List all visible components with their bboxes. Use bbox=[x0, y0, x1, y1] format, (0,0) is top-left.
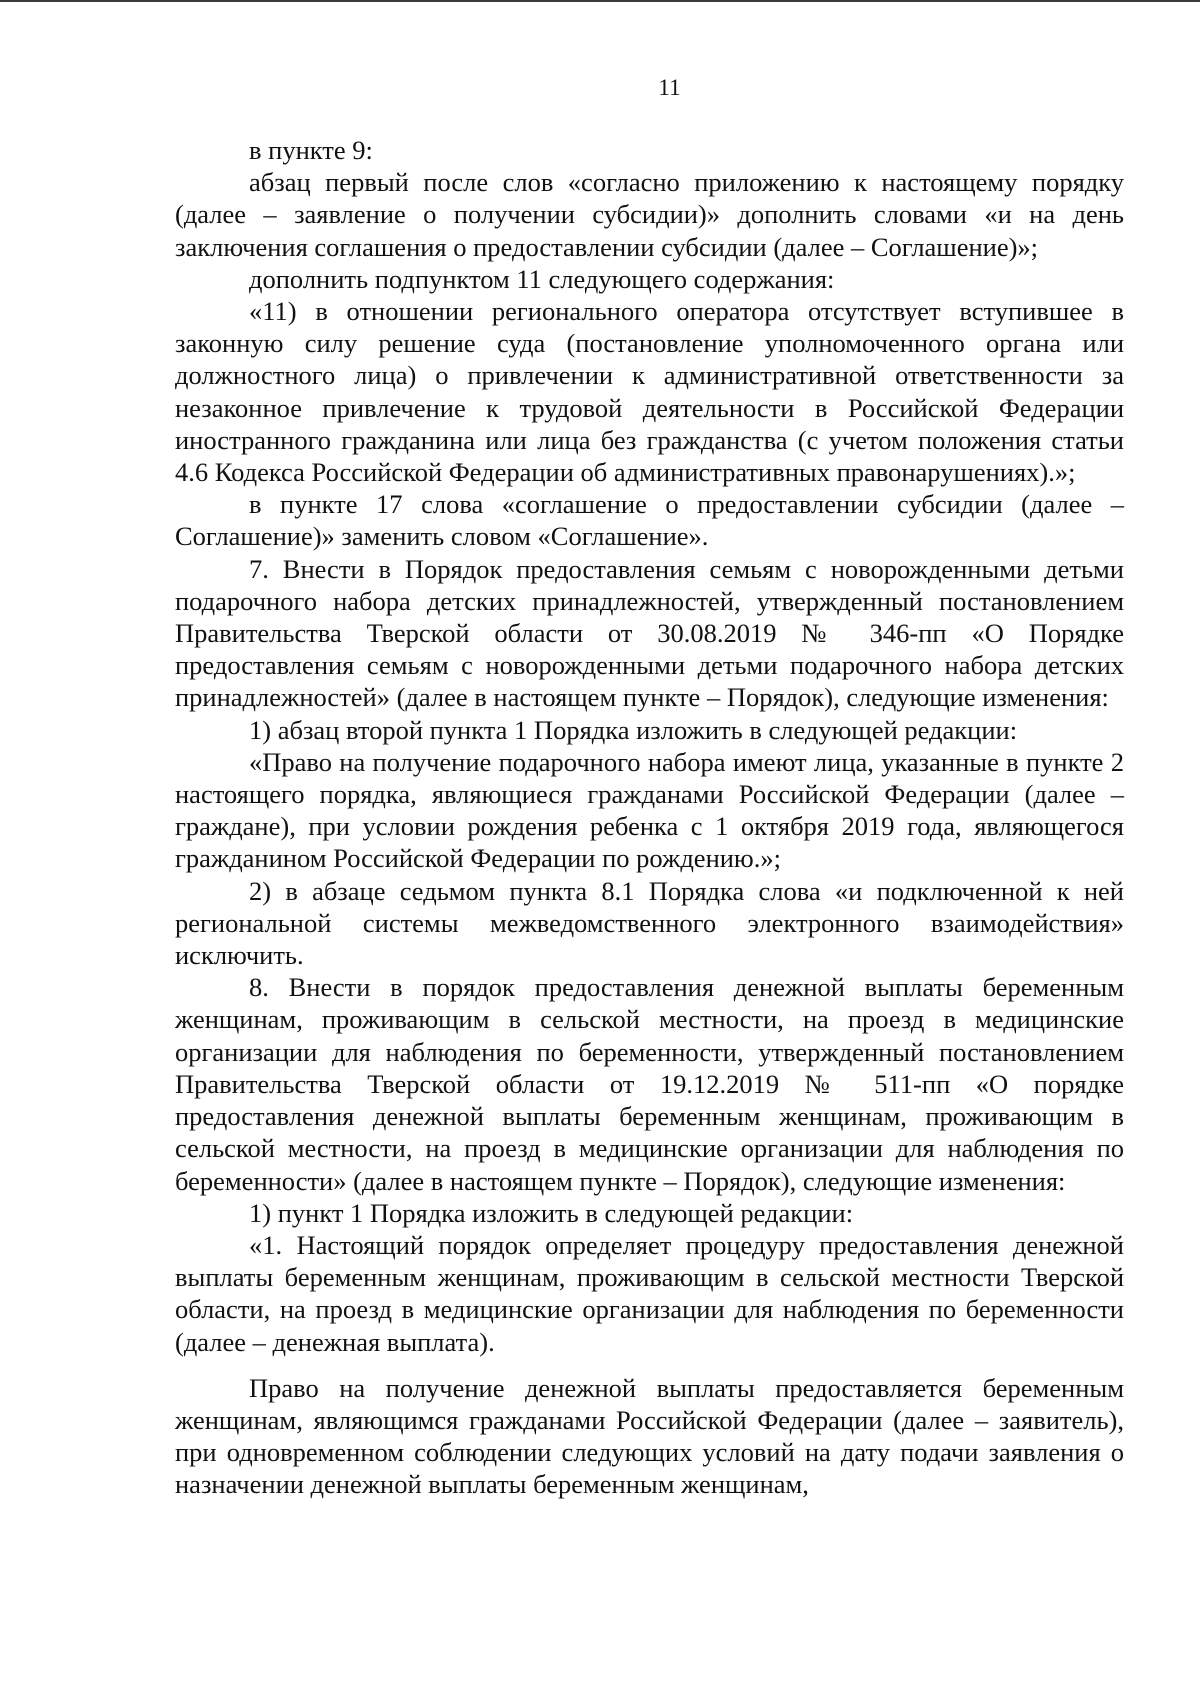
paragraph: абзац первый после слов «согласно приложению к настоящему порядку (далее – заявление о получении субсидии)» дополнить словами «и на день заключения соглашения о предоставлении субсидии (далее – Соглашение)»; bbox=[175, 167, 1124, 262]
paragraph: Право на получение денежной выплаты предоставляется беременным женщинам, являющимся гражданами Российской Федерации (далее – заявитель), при одновременном соблюдении следующих условий на дату подачи заявления о назначении денежной выплаты беременным женщинам, bbox=[175, 1372, 1124, 1500]
paragraph: 7. Внести в Порядок предоставления семьям с новорожденными детьми подарочного набора детских принадлежностей, утвержденный постановлением Правительства Тверской области от 30.08.2019 № 346-пп «О Порядке предоставления семьям с новорожденными детьми подарочного набора детских принадлежностей» (далее в настоящем пункте – Порядок), следующие изменения: bbox=[175, 553, 1124, 713]
scan-top-edge bbox=[0, 0, 1200, 2]
paragraph: в пункте 9: bbox=[249, 135, 373, 165]
paragraph: в пункте 17 слова «соглашение о предоставлении субсидии (далее – Соглашение)» заменить словом «Соглашение». bbox=[175, 489, 1124, 552]
document-body bbox=[175, 134, 1124, 1501]
paragraph: 8. Внести в порядок предоставления денежной выплаты беременным женщинам, проживающим в сельской местности, на проезд в медицинские организации для наблюдения по беременности, утвержденный постановлением Правительства Тверской области от 19.12.2019 № 511-пп «О порядке предоставления денежной выплаты беременным женщинам, проживающим в сельской местности, на проезд в медицинские организации для наблюдения по беременности» (далее в настоящем пункте – Порядок), следующие изменения: bbox=[175, 972, 1124, 1196]
paragraph: 1) абзац второй пункта 1 Порядка изложить в следующей редакции: bbox=[249, 714, 1018, 745]
paragraph: 2) в абзаце седьмом пункта 8.1 Порядка слова «и подключенной к ней региональной системы межведомственного электронного взаимодействия» исключить. bbox=[175, 875, 1124, 971]
paragraph: «Право на получение подарочного набора имеют лица, указанные в пункте 2 настоящего порядка, являющиеся гражданами Российской Федерации (далее – граждане), при условии рождения ребенка с 1 октября 2019 года, являющегося гражданином Российской Федерации по рождению.»; bbox=[175, 746, 1124, 874]
paragraph: 1) пункт 1 Порядка изложить в следующей редакции: bbox=[249, 1197, 854, 1228]
paragraph: «11) в отношении регионального оператора отсутствует вступившее в законную силу решение суда (постановление уполномоченного органа или должностного лица) о привлечении к административной ответственности за незаконное привлечение к трудовой деятельности в Российской Федерации иностранного гражданина или лица без гражданства (с учетом положения статьи 4.6 Кодекса Российской Федерации об административных правонарушениях).»; bbox=[175, 296, 1124, 488]
paragraph: «1. Настоящий порядок определяет процедуру предоставления денежной выплаты беременным женщинам, проживающим в сельской местности Тверской области, на проезд в медицинские организации для наблюдения по беременности (далее – денежная выплата). bbox=[175, 1229, 1124, 1357]
paragraph: дополнить подпунктом 11 следующего содержания: bbox=[249, 263, 835, 294]
page-number: 11 bbox=[658, 75, 681, 100]
